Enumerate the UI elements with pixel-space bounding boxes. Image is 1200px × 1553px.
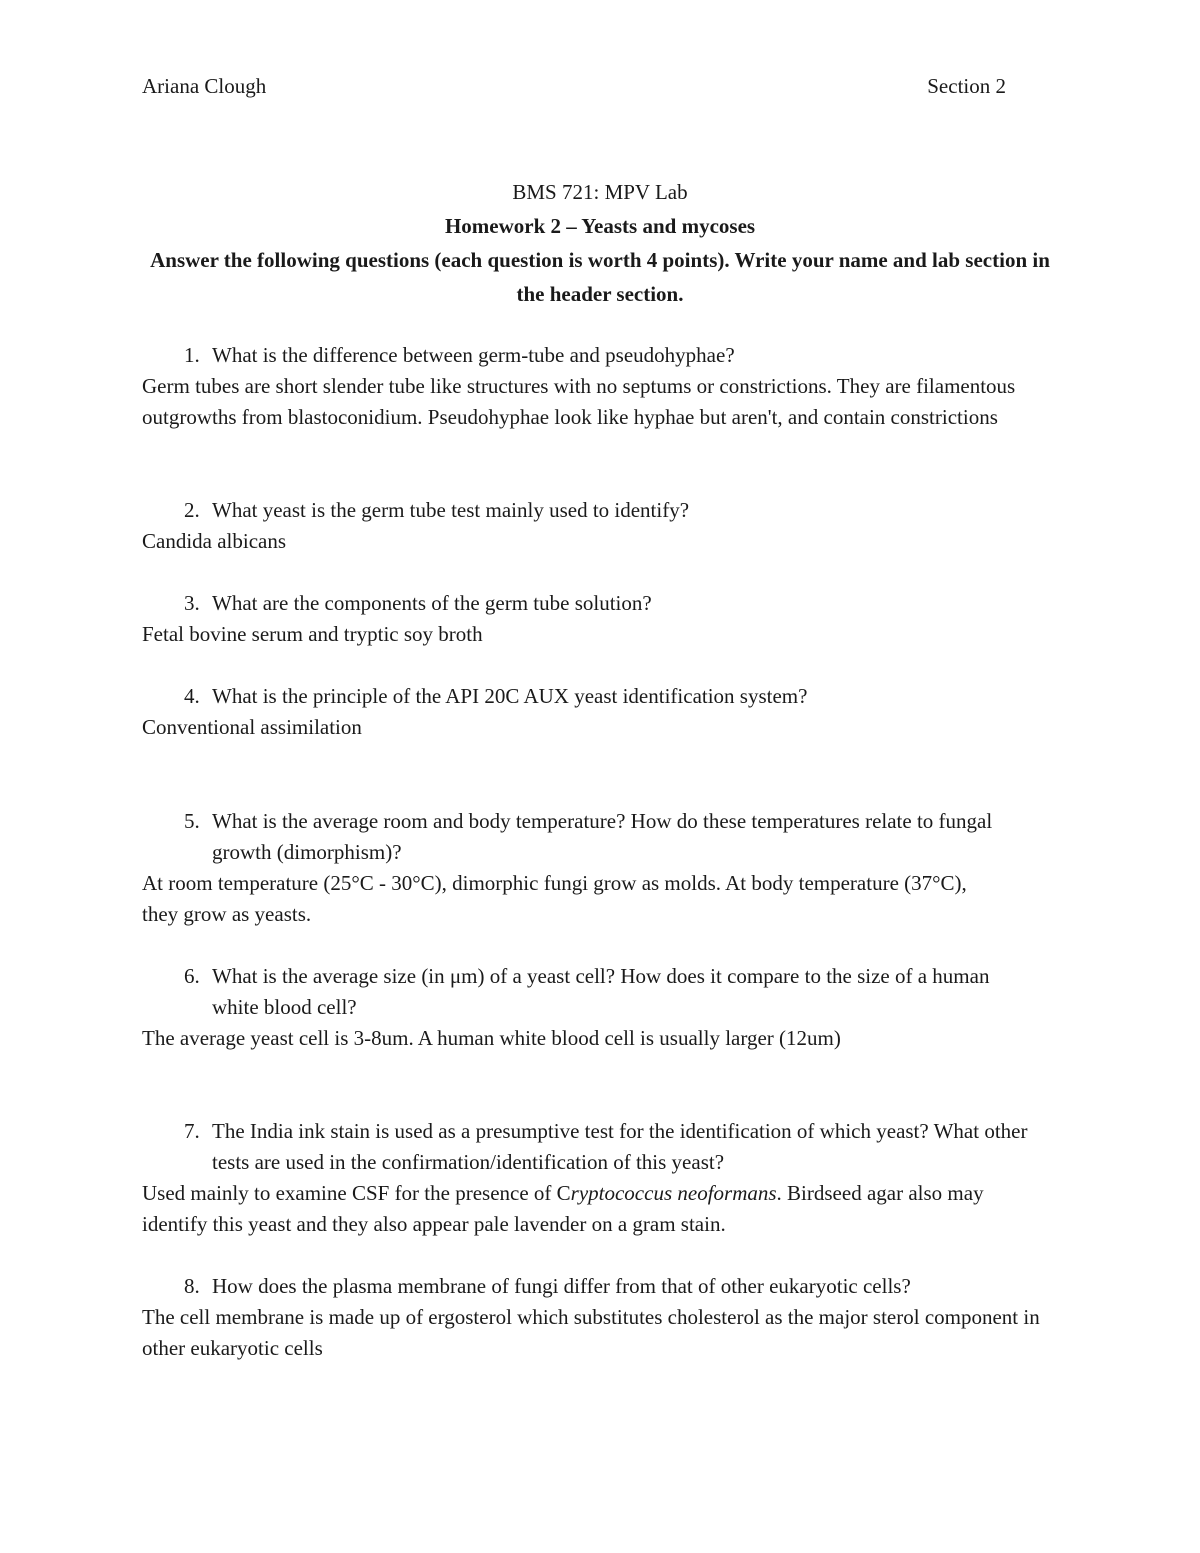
question-block-8 [142, 1271, 1058, 1364]
question-text: How does the plasma membrane of fungi differ from that of other eukaryotic cells? [212, 1274, 911, 1298]
homework-title: Homework 2 – Yeasts and mycoses [444, 214, 756, 238]
answer-5: At room temperature (25°C - 30°C), dimorphic fungi grow as molds. At body temperature (37°C), they grow as yeasts. [142, 871, 967, 926]
question-text: What is the difference between germ-tube and pseudohyphae? [212, 343, 735, 367]
question-block-3 [142, 588, 1058, 650]
question-text: What yeast is the germ tube test mainly used to identify? [212, 498, 690, 522]
question-block-7 [142, 1116, 1058, 1240]
question-block-4 [142, 681, 1058, 743]
answer-2: Candida albicans [142, 529, 287, 553]
question-number: 6. [184, 964, 200, 988]
answer-6: The average yeast cell is 3-8um. A human white blood cell is usually larger (12um) [142, 1026, 841, 1050]
question-number: 2. [184, 498, 200, 522]
student-name: Ariana Clough [142, 74, 267, 98]
question-number: 5. [184, 809, 200, 833]
question-number: 4. [184, 684, 200, 708]
question-block-6 [142, 961, 1058, 1054]
answer-text: Used mainly to examine CSF for the presence of C [142, 1181, 571, 1205]
question-block-2 [142, 495, 1058, 557]
question-text: What is the average room and body temperature? How do these temperatures relate to fungal growth (dimorphism)? [212, 809, 993, 864]
question-number: 1. [184, 343, 200, 367]
lab-section: Section 2 [927, 74, 1006, 98]
course-title: BMS 721: MPV Lab [512, 180, 688, 204]
page-header [142, 71, 1006, 102]
question-8 [142, 1271, 1058, 1302]
question-block-1 [142, 340, 1058, 433]
instructions: Answer the following questions (each question is worth 4 points). Write your name and lab section in the header section. [150, 248, 1050, 306]
answer-4: Conventional assimilation [142, 715, 362, 739]
question-number: 7. [184, 1119, 200, 1143]
question-7 [142, 1116, 1058, 1178]
question-text: The India ink stain is used as a presumptive test for the identification of which yeast? What other tests are used in the confirmation/identification of this yeast? [212, 1119, 1028, 1174]
question-3 [142, 588, 1058, 619]
question-text: What are the components of the germ tube solution? [212, 591, 652, 615]
organism-name: ryptococcus neoformans [570, 1181, 777, 1205]
question-1 [142, 340, 1058, 371]
question-2 [142, 495, 1058, 526]
answer-8: The cell membrane is made up of ergosterol which substitutes cholesterol as the major sterol component in other eukaryotic cells [142, 1305, 1040, 1360]
question-text: What is the average size (in μm) of a yeast cell? How does it compare to the size of a human white blood cell? [212, 964, 990, 1019]
question-4 [142, 681, 1058, 712]
question-block-5 [142, 806, 1058, 930]
question-number: 8. [184, 1274, 200, 1298]
question-text: What is the principle of the API 20C AUX yeast identification system? [212, 684, 808, 708]
answer-7 [142, 1178, 1047, 1240]
answer-text: . Birdseed agar also may identify this yeast and they also appear pale lavender on a gram stain. [142, 1181, 984, 1236]
question-6 [142, 961, 1058, 1023]
question-5 [142, 806, 1058, 868]
title-block [142, 175, 1058, 311]
answer-1: Germ tubes are short slender tube like structures with no septums or constrictions. They are filamentous outgrowths from blastoconidium. Pseudohyphae look like hyphae but aren't, and contain constrictions [142, 374, 1016, 429]
answer-3: Fetal bovine serum and tryptic soy broth [142, 622, 483, 646]
question-number: 3. [184, 591, 200, 615]
